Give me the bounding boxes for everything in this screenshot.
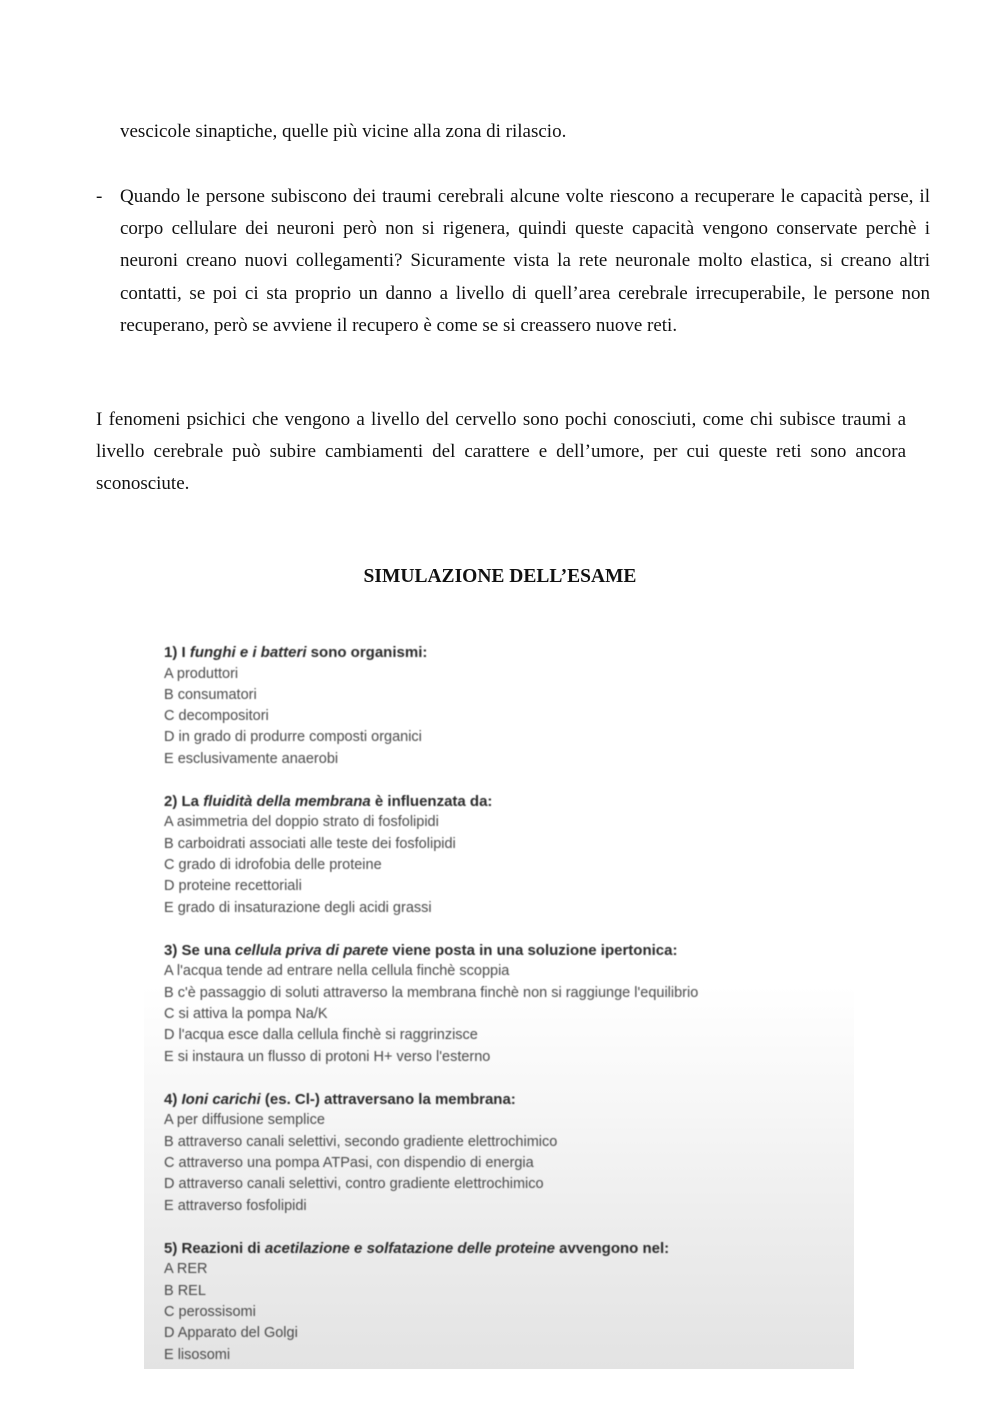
answer-option: E grado di insaturazione degli acidi grassi	[164, 899, 432, 916]
quiz-screenshot	[144, 632, 854, 1369]
quiz-question	[164, 1089, 844, 1217]
question-title: 4) Ioni carichi (es. Cl-) attraversano la membrana:	[164, 1090, 516, 1108]
answer-option: E attraverso fosfolipidi	[164, 1197, 307, 1214]
bullet-item	[96, 181, 930, 342]
bullet-text: Quando le persone subiscono dei traumi cerebrali alcune volte riescono a recuperare le capacità perse, il corpo cellulare dei neuroni però non si rigenera, quindi queste capacità vengono conservate perchè i neuroni creano nuovi collegamenti? Sicuramente vista la rete neuronale molto elastica, si creano altri contatti, se poi ci sta proprio un danno a livello di quell’area cerebrale irrecuperabile, le persone non recuperano, però se avviene il recupero è come se si creassero nuove reti.	[120, 186, 930, 336]
answer-option: D in grado di produrre composti organici	[164, 729, 422, 746]
answer-option: A RER	[164, 1261, 208, 1278]
question-title: 2) La fluidità della membrana è influenzata da:	[164, 792, 493, 810]
question-title: 5) Reazioni di acetilazione e solfatazione delle proteine avvengono nel:	[164, 1239, 670, 1257]
continuation-line: vescicole sinaptiche, quelle più vicine alla zona di rilascio.	[120, 121, 567, 142]
question-title: 3) Se una cellula priva di parete viene posta in una soluzione ipertonica:	[164, 941, 678, 959]
body-paragraph: I fenomeni psichici che vengono a livello del cervello sono pochi conosciuti, come chi subisce traumi a livello cerebrale può subire cambiamenti del carattere e dell’umore, per cui queste reti sono ancora sconosciute.	[96, 409, 906, 495]
answer-option: A per diffusione semplice	[164, 1112, 325, 1129]
answer-option: B REL	[164, 1282, 206, 1299]
answer-option: C attraverso una pompa ATPasi, con dispendio di energia	[164, 1155, 534, 1172]
answer-option: C decompositori	[164, 708, 269, 725]
quiz-question	[164, 940, 844, 1068]
answer-option: A produttori	[164, 665, 239, 682]
answer-option: D attraverso canali selettivi, contro gradiente elettrochimico	[164, 1176, 544, 1193]
answer-option: A asimmetria del doppio strato di fosfolipidi	[164, 814, 439, 831]
quiz-list	[164, 642, 844, 1369]
answer-option: B c'è passaggio di soluti attraverso la membrana finchè non si raggiunge l'equilibrio	[164, 984, 699, 1001]
quiz-question	[164, 1238, 844, 1366]
answer-option: E esclusivamente anaerobi	[164, 750, 339, 767]
answer-option: C perossisomi	[164, 1304, 256, 1321]
answer-option: A l'acqua tende ad entrare nella cellula finchè scoppia	[164, 963, 510, 980]
question-title: 1) I funghi e i batteri sono organismi:	[164, 644, 428, 661]
answer-option: C si attiva la pompa Na/K	[164, 1006, 328, 1023]
answer-option: D proteine recettoriali	[164, 878, 302, 895]
answer-option: E si instaura un flusso di protoni H+ verso l'esterno	[164, 1048, 491, 1065]
answer-option: C grado di idrofobia delle proteine	[164, 857, 382, 874]
answer-option: B attraverso canali selettivi, secondo gradiente elettrochimico	[164, 1133, 558, 1150]
answer-option: D l'acqua esce dalla cellula finchè si raggrinzisce	[164, 1027, 478, 1044]
bullet-dash: -	[96, 186, 103, 207]
quiz-question	[164, 791, 844, 919]
quiz-question	[164, 642, 844, 770]
section-heading: SIMULAZIONE DELL’ESAME	[363, 566, 637, 587]
answer-option: B consumatori	[164, 686, 257, 703]
answer-option: B carboidrati associati alle teste dei fosfolipidi	[164, 835, 456, 852]
answer-option: D Apparato del Golgi	[164, 1325, 298, 1342]
answer-option: E lisosomi	[164, 1346, 231, 1363]
